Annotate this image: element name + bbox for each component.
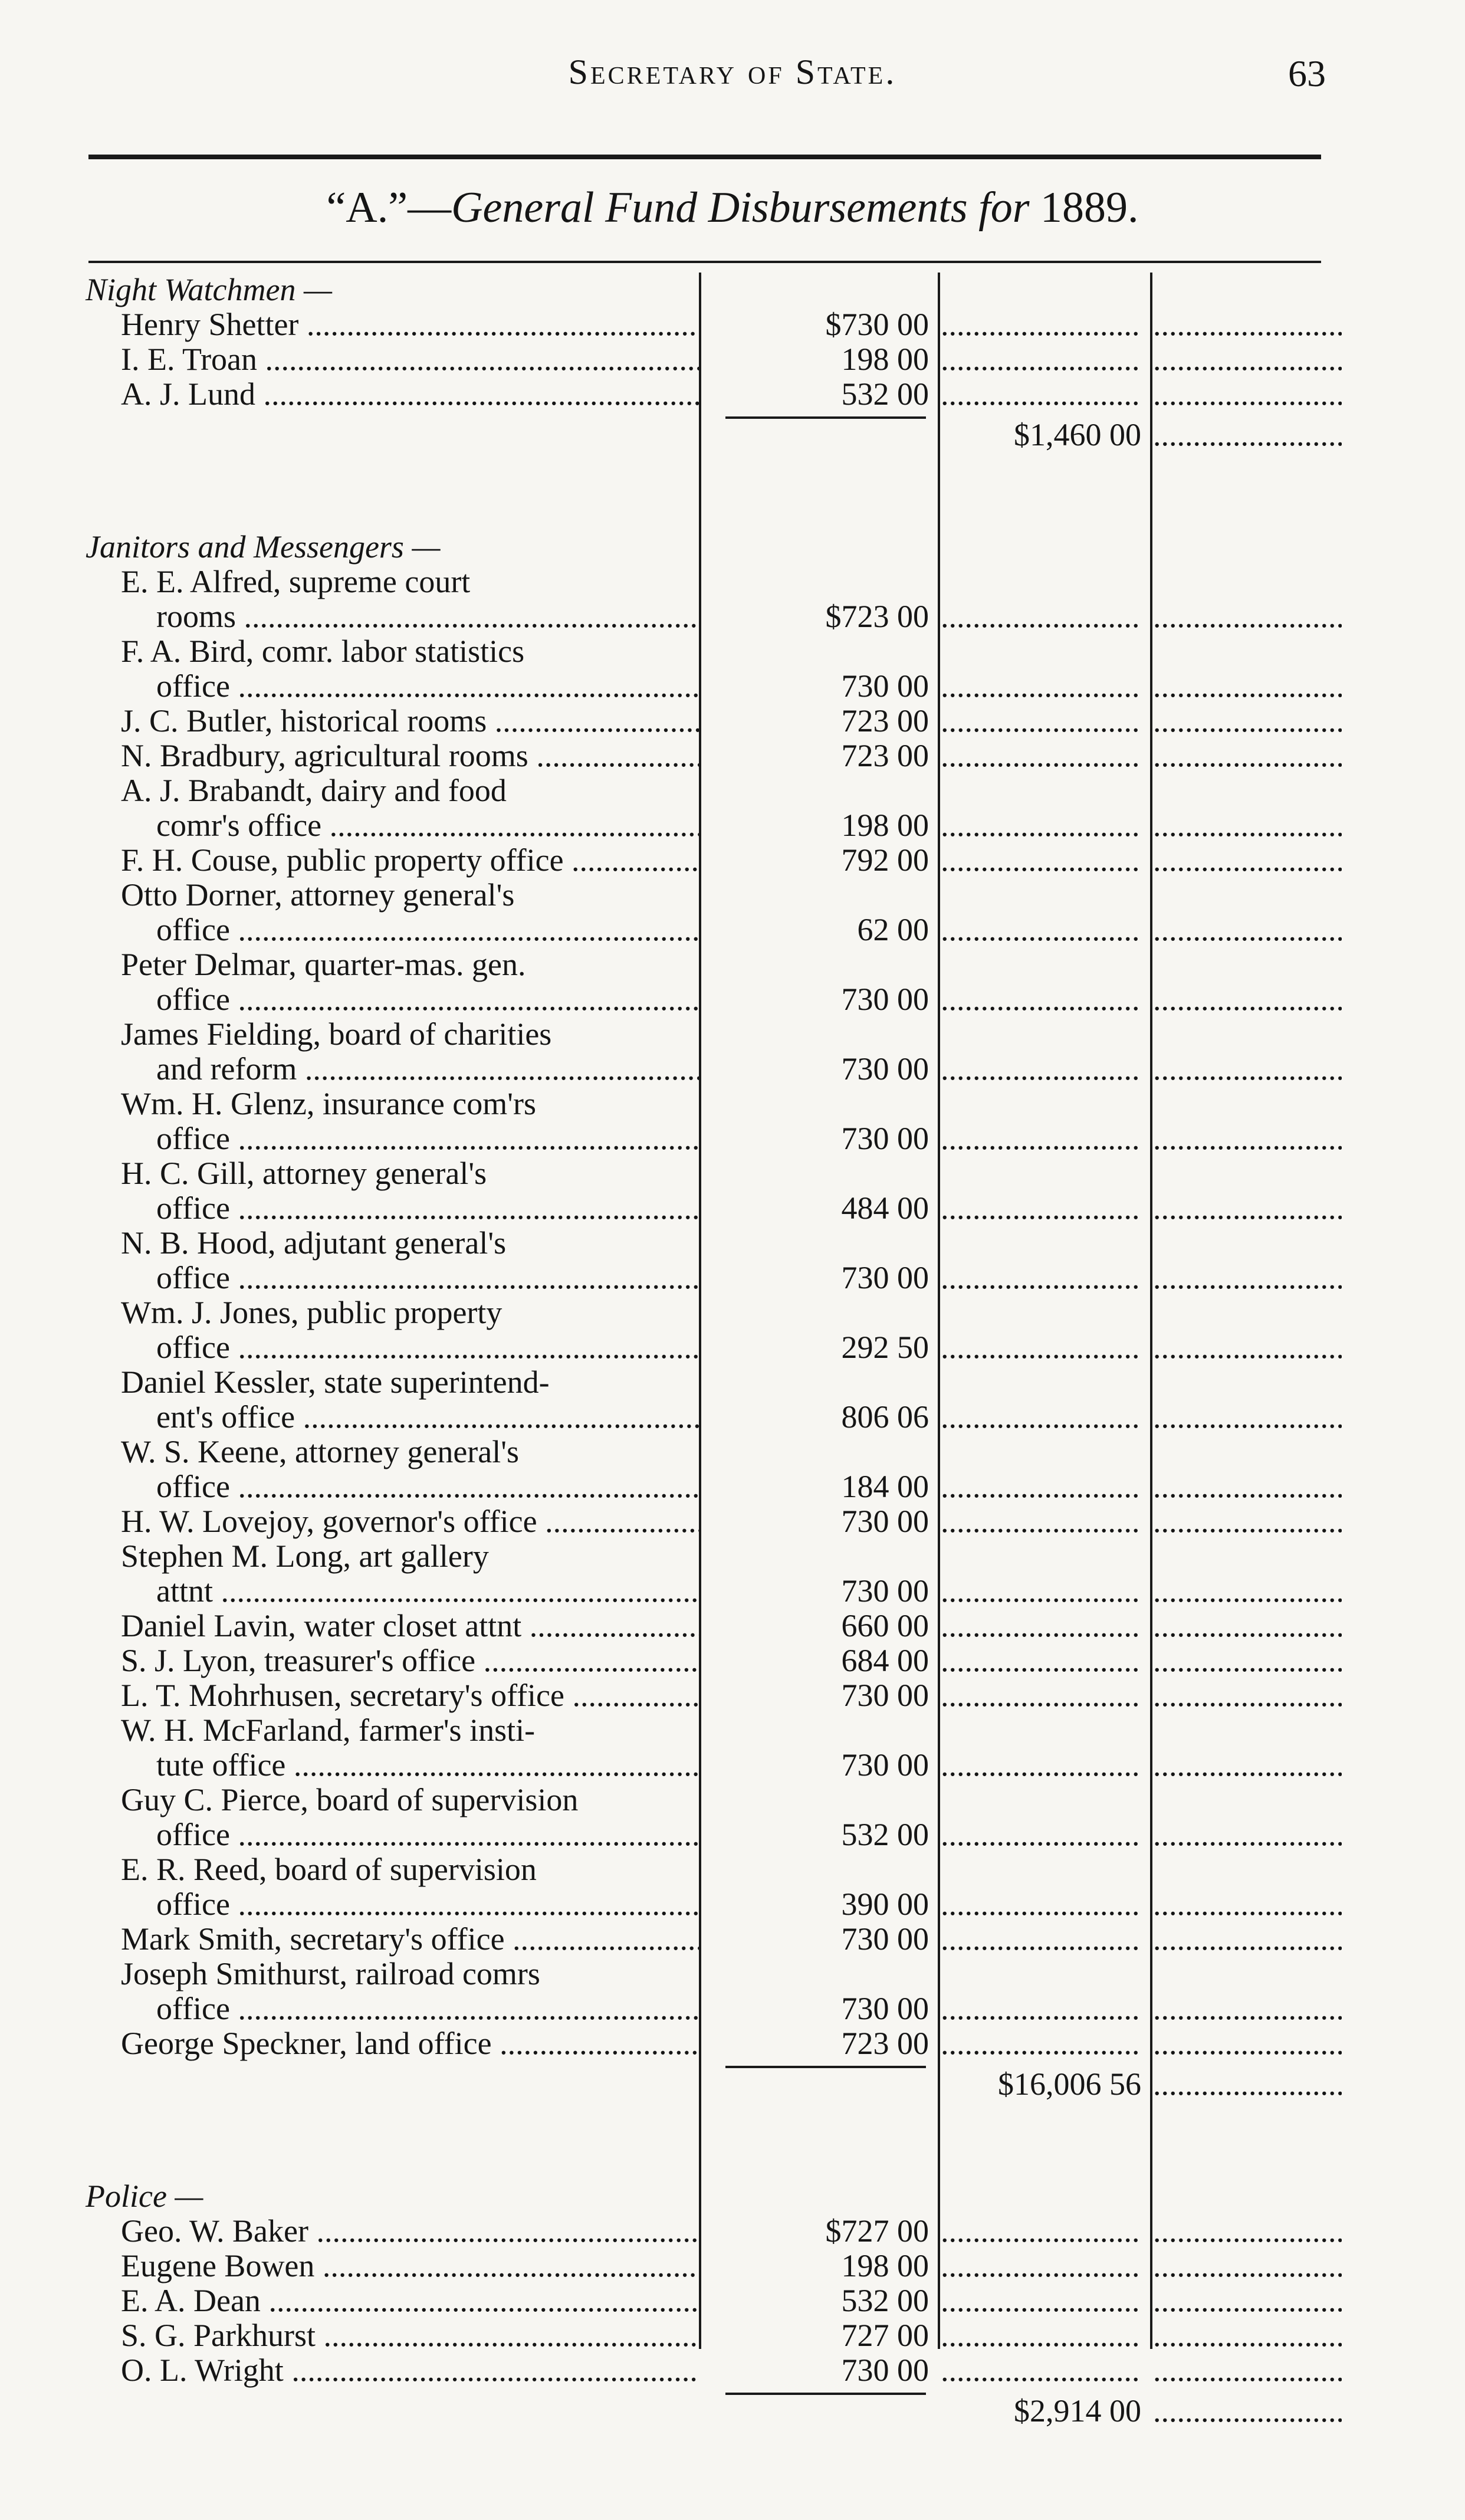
- amount-cell: 684 00: [841, 1643, 929, 1678]
- payee-name: Daniel Kessler, state superintend-: [121, 1365, 550, 1400]
- leader-dots: [941, 1330, 1141, 1365]
- payee-name: F. H. Couse, public property office .....: [121, 843, 699, 878]
- payee-name: E. R. Reed, board of supervision: [121, 1852, 537, 1887]
- payee-name-continued: office .....: [121, 982, 699, 1017]
- amount-cell: 730 00: [841, 1573, 929, 1609]
- payee-cell: [86, 2353, 699, 2388]
- payee-cell: [86, 1643, 699, 1678]
- table-row: [86, 2318, 1342, 2353]
- payee-name: Otto Dorner, attorney general's: [121, 878, 515, 913]
- payee-cell: [86, 1365, 699, 1435]
- payee-cell: [86, 1156, 699, 1226]
- payee-name: H. W. Lovejoy, governor's office .....: [121, 1504, 699, 1539]
- table-row: [86, 1643, 1342, 1678]
- leader-dots: [941, 1609, 1141, 1643]
- amount-cell: 730 00: [841, 1678, 929, 1713]
- payee-name-continued: attnt .....: [121, 1574, 699, 1609]
- leader-dots: [941, 739, 1141, 773]
- payee-cell: [86, 1017, 699, 1087]
- payee-cell: [86, 377, 699, 412]
- payee-cell: [86, 2214, 699, 2249]
- amount-cell: 532 00: [841, 2283, 929, 2318]
- amount-cell: 730 00: [841, 1504, 929, 1539]
- payee-name: Geo. W. Baker .....: [121, 2214, 699, 2249]
- total-row: [86, 2061, 1342, 2108]
- payee-name-continued: rooms .....: [121, 599, 699, 634]
- leader-dots: [1153, 1887, 1342, 1922]
- leader-dots: [941, 1922, 1141, 1957]
- payee-cell: [86, 773, 699, 843]
- payee-cell: [86, 1922, 699, 1957]
- caption-italic: General Fund Disbursements for: [451, 183, 1030, 232]
- amount-cell: 198 00: [841, 808, 929, 843]
- subtotal-rule: [725, 416, 926, 419]
- leader-dots: [1153, 1504, 1342, 1539]
- leader-dots: [1153, 2283, 1342, 2318]
- leader-dots: [1153, 307, 1342, 342]
- payee-cell: [86, 1852, 699, 1922]
- amount-cell: 730 00: [841, 1260, 929, 1295]
- leader-dots: [1153, 418, 1342, 452]
- leader-dots: [1153, 1609, 1342, 1643]
- amount-cell: $730 00: [825, 307, 929, 342]
- leader-dots: [1153, 1991, 1342, 2026]
- caption-prefix: “A.”—: [326, 183, 452, 232]
- payee-cell: [86, 565, 699, 634]
- table-row: [86, 1295, 1342, 1365]
- payee-name-continued: office .....: [121, 1817, 699, 1852]
- payee-name: James Fielding, board of charities: [121, 1017, 552, 1052]
- leader-dots: [1153, 2394, 1342, 2429]
- table-row: [86, 2026, 1342, 2061]
- amount-cell: 62 00: [857, 912, 929, 947]
- payee-cell: [86, 2026, 699, 2061]
- leader-dots: [941, 843, 1141, 878]
- section-total: $1,460 00: [1014, 417, 1141, 452]
- table-row: [86, 1226, 1342, 1295]
- payee-name: F. A. Bird, comr. labor statistics: [121, 634, 525, 669]
- payee-cell: [86, 307, 699, 342]
- payee-cell: [86, 947, 699, 1017]
- amount-cell: 806 06: [841, 1399, 929, 1435]
- leader-dots: [941, 1261, 1141, 1295]
- table-row: [86, 1435, 1342, 1504]
- section-heading: Police —: [86, 2178, 203, 2214]
- leader-dots: [1153, 2353, 1342, 2388]
- leader-dots: [941, 377, 1141, 412]
- table-row: [86, 1504, 1342, 1539]
- leader-dots: [1153, 1817, 1342, 1852]
- amount-cell: 660 00: [841, 1608, 929, 1643]
- leader-dots: [1153, 843, 1342, 878]
- leader-dots: [1153, 2318, 1342, 2353]
- payee-cell: [86, 843, 699, 878]
- amount-cell: 723 00: [841, 703, 929, 739]
- payee-cell: [86, 1678, 699, 1713]
- leader-dots: [1153, 739, 1342, 773]
- payee-cell: [86, 1783, 699, 1852]
- leader-dots: [1153, 1678, 1342, 1713]
- leader-dots: [1153, 1922, 1342, 1957]
- payee-cell: [86, 2318, 699, 2353]
- payee-name-continued: office .....: [121, 913, 699, 947]
- leader-dots: [941, 1469, 1141, 1504]
- payee-name-continued: office .....: [121, 1991, 699, 2026]
- page-number: 63: [1288, 52, 1326, 94]
- payee-name: Henry Shetter .....: [121, 307, 699, 342]
- payee-name: Mark Smith, secretary's office .....: [121, 1922, 699, 1957]
- leader-dots: [1153, 342, 1342, 377]
- leader-dots: [941, 1991, 1141, 2026]
- leader-dots: [1153, 704, 1342, 739]
- amount-cell: 723 00: [841, 2026, 929, 2061]
- table-row: [86, 2214, 1342, 2249]
- leader-dots: [1153, 2026, 1342, 2061]
- payee-name: A. J. Brabandt, dairy and food: [121, 773, 507, 808]
- leader-dots: [941, 2318, 1141, 2353]
- payee-name: Stephen M. Long, art gallery: [121, 1539, 489, 1574]
- section: [86, 273, 1342, 459]
- amount-cell: 730 00: [841, 1121, 929, 1156]
- table-row: [86, 1087, 1342, 1156]
- leader-dots: [1153, 599, 1342, 634]
- leader-dots: [941, 342, 1141, 377]
- payee-name: L. T. Mohrhusen, secretary's office .....: [121, 1678, 699, 1713]
- table-row: [86, 1852, 1342, 1922]
- section-total: $2,914 00: [1014, 2393, 1141, 2429]
- payee-name: S. J. Lyon, treasurer's office .....: [121, 1643, 699, 1678]
- payee-cell: [86, 1435, 699, 1504]
- amount-cell: 730 00: [841, 1051, 929, 1087]
- payee-name: S. G. Parkhurst .....: [121, 2318, 699, 2353]
- leader-dots: [1153, 1469, 1342, 1504]
- leader-dots: [941, 808, 1141, 843]
- leader-dots: [941, 1748, 1141, 1783]
- payee-name-continued: office .....: [121, 1887, 699, 1922]
- amount-cell: 198 00: [841, 2248, 929, 2283]
- amount-cell: 532 00: [841, 1817, 929, 1852]
- table-row: [86, 1678, 1342, 1713]
- payee-name: Daniel Lavin, water closet attnt .....: [121, 1609, 699, 1643]
- payee-name-continued: comr's office .....: [121, 808, 699, 843]
- table-row: [86, 878, 1342, 947]
- payee-name: H. C. Gill, attorney general's: [121, 1156, 487, 1191]
- leader-dots: [941, 1504, 1141, 1539]
- table-row: [86, 1713, 1342, 1783]
- table-row: [86, 307, 1342, 342]
- table-caption: [0, 183, 1465, 233]
- leader-dots: [941, 1887, 1141, 1922]
- payee-name: Guy C. Pierce, board of supervision: [121, 1783, 579, 1817]
- amount-cell: 723 00: [841, 738, 929, 773]
- leader-dots: [941, 669, 1141, 704]
- table-row: [86, 1922, 1342, 1957]
- payee-name: George Speckner, land office .....: [121, 2026, 699, 2061]
- leader-dots: [1153, 2067, 1342, 2102]
- payee-name: J. C. Butler, historical rooms .....: [121, 704, 699, 739]
- payee-cell: [86, 2283, 699, 2318]
- amount-cell: 532 00: [841, 376, 929, 412]
- table-row: [86, 947, 1342, 1017]
- payee-name-continued: office .....: [121, 1261, 699, 1295]
- leader-dots: [1153, 1748, 1342, 1783]
- table-row: [86, 565, 1342, 634]
- payee-name: I. E. Troan .....: [121, 342, 699, 377]
- payee-name: O. L. Wright .....: [121, 2353, 699, 2388]
- payee-name: Wm. H. Glenz, insurance com'rs: [121, 1087, 537, 1121]
- payee-cell: [86, 2249, 699, 2283]
- amount-cell: 184 00: [841, 1469, 929, 1504]
- amount-cell: 198 00: [841, 342, 929, 377]
- payee-name: Wm. J. Jones, public property: [121, 1295, 502, 1330]
- caption-rule: [88, 261, 1321, 263]
- subtotal-rule: [725, 2393, 926, 2395]
- leader-dots: [1153, 808, 1342, 843]
- table-row: [86, 634, 1342, 704]
- subtotal-rule: [725, 2066, 926, 2068]
- table-row: [86, 1365, 1342, 1435]
- leader-dots: [1153, 1643, 1342, 1678]
- payee-name: E. A. Dean .....: [121, 2283, 699, 2318]
- leader-dots: [941, 1817, 1141, 1852]
- leader-dots: [941, 1191, 1141, 1226]
- payee-name: N. B. Hood, adjutant general's: [121, 1226, 507, 1261]
- leader-dots: [941, 2249, 1141, 2283]
- leader-dots: [1153, 1400, 1342, 1435]
- disbursement-table: [86, 273, 1342, 2506]
- section-heading: Janitors and Messengers —: [86, 529, 441, 565]
- leader-dots: [1153, 2214, 1342, 2249]
- leader-dots: [941, 982, 1141, 1017]
- leader-dots: [941, 2283, 1141, 2318]
- leader-dots: [1153, 2249, 1342, 2283]
- amount-cell: 390 00: [841, 1886, 929, 1922]
- payee-name: E. E. Alfred, supreme court: [121, 565, 471, 599]
- leader-dots: [1153, 1261, 1342, 1295]
- leader-dots: [1153, 669, 1342, 704]
- payee-name-continued: office .....: [121, 1121, 699, 1156]
- table-row: [86, 2353, 1342, 2388]
- payee-cell: [86, 1713, 699, 1783]
- payee-name: Joseph Smithurst, railroad comrs: [121, 1957, 540, 1991]
- table-row: [86, 1017, 1342, 1087]
- total-row: [86, 412, 1342, 459]
- payee-name-continued: office .....: [121, 1469, 699, 1504]
- payee-cell: [86, 634, 699, 704]
- payee-name: Eugene Bowen .....: [121, 2249, 699, 2283]
- total-row: [86, 2388, 1342, 2435]
- amount-cell: 792 00: [841, 842, 929, 878]
- payee-cell: [86, 739, 699, 773]
- leader-dots: [1153, 1574, 1342, 1609]
- leader-dots: [941, 2353, 1141, 2388]
- payee-cell: [86, 1295, 699, 1365]
- table-row: [86, 1539, 1342, 1609]
- payee-cell: [86, 1957, 699, 2026]
- caption-year: 1889.: [1040, 183, 1139, 232]
- leader-dots: [1153, 1052, 1342, 1087]
- section-heading: Night Watchmen —: [86, 272, 332, 307]
- table-row: [86, 1957, 1342, 2026]
- payee-name-continued: office .....: [121, 1191, 699, 1226]
- amount-cell: 292 50: [841, 1330, 929, 1365]
- leader-dots: [1153, 1330, 1342, 1365]
- payee-name-continued: office .....: [121, 669, 699, 704]
- payee-cell: [86, 1226, 699, 1295]
- payee-cell: [86, 1504, 699, 1539]
- table-row: [86, 773, 1342, 843]
- leader-dots: [941, 704, 1141, 739]
- leader-dots: [941, 913, 1141, 947]
- table-row: [86, 377, 1342, 412]
- leader-dots: [1153, 1191, 1342, 1226]
- leader-dots: [941, 2214, 1141, 2249]
- payee-cell: [86, 704, 699, 739]
- amount-cell: 730 00: [841, 668, 929, 704]
- amount-cell: 730 00: [841, 1991, 929, 2026]
- table-row: [86, 739, 1342, 773]
- payee-name: A. J. Lund .....: [121, 377, 699, 412]
- amount-cell: $727 00: [825, 2213, 929, 2249]
- leader-dots: [1153, 1121, 1342, 1156]
- payee-name: W. H. McFarland, farmer's insti-: [121, 1713, 536, 1748]
- leader-dots: [941, 1052, 1141, 1087]
- leader-dots: [1153, 982, 1342, 1017]
- leader-dots: [941, 307, 1141, 342]
- payee-name-continued: office .....: [121, 1330, 699, 1365]
- leader-dots: [941, 2026, 1141, 2061]
- table-row: [86, 1156, 1342, 1226]
- table-row: [86, 2283, 1342, 2318]
- payee-cell: [86, 878, 699, 947]
- amount-cell: 730 00: [841, 982, 929, 1017]
- amount-cell: 727 00: [841, 2318, 929, 2353]
- amount-cell: $723 00: [825, 599, 929, 634]
- leader-dots: [941, 1643, 1141, 1678]
- payee-cell: [86, 1087, 699, 1156]
- header-rule: [88, 155, 1321, 159]
- section: [86, 530, 1342, 2108]
- leader-dots: [941, 599, 1141, 634]
- table-row: [86, 2249, 1342, 2283]
- table-row: [86, 704, 1342, 739]
- payee-name-continued: tute office .....: [121, 1748, 699, 1783]
- leader-dots: [1153, 913, 1342, 947]
- table-row: [86, 342, 1342, 377]
- table-row: [86, 1783, 1342, 1852]
- leader-dots: [941, 1678, 1141, 1713]
- payee-name: Peter Delmar, quarter-mas. gen.: [121, 947, 526, 982]
- amount-cell: 730 00: [841, 1921, 929, 1957]
- payee-name: W. S. Keene, attorney general's: [121, 1435, 519, 1469]
- running-head: Secretary of State.: [568, 52, 897, 91]
- table-row: [86, 843, 1342, 878]
- payee-name-continued: and reform .....: [121, 1052, 699, 1087]
- section: [86, 2179, 1342, 2435]
- amount-cell: 730 00: [841, 2352, 929, 2388]
- table-row: [86, 1609, 1342, 1643]
- payee-cell: [86, 1609, 699, 1643]
- payee-cell: [86, 342, 699, 377]
- leader-dots: [1153, 377, 1342, 412]
- amount-cell: 730 00: [841, 1747, 929, 1783]
- amount-cell: 484 00: [841, 1190, 929, 1226]
- section-total: $16,006 56: [998, 2066, 1141, 2102]
- payee-name-continued: ent's office .....: [121, 1400, 699, 1435]
- leader-dots: [941, 1400, 1141, 1435]
- payee-cell: [86, 1539, 699, 1609]
- payee-name: N. Bradbury, agricultural rooms .....: [121, 739, 699, 773]
- leader-dots: [941, 1121, 1141, 1156]
- leader-dots: [941, 1574, 1141, 1609]
